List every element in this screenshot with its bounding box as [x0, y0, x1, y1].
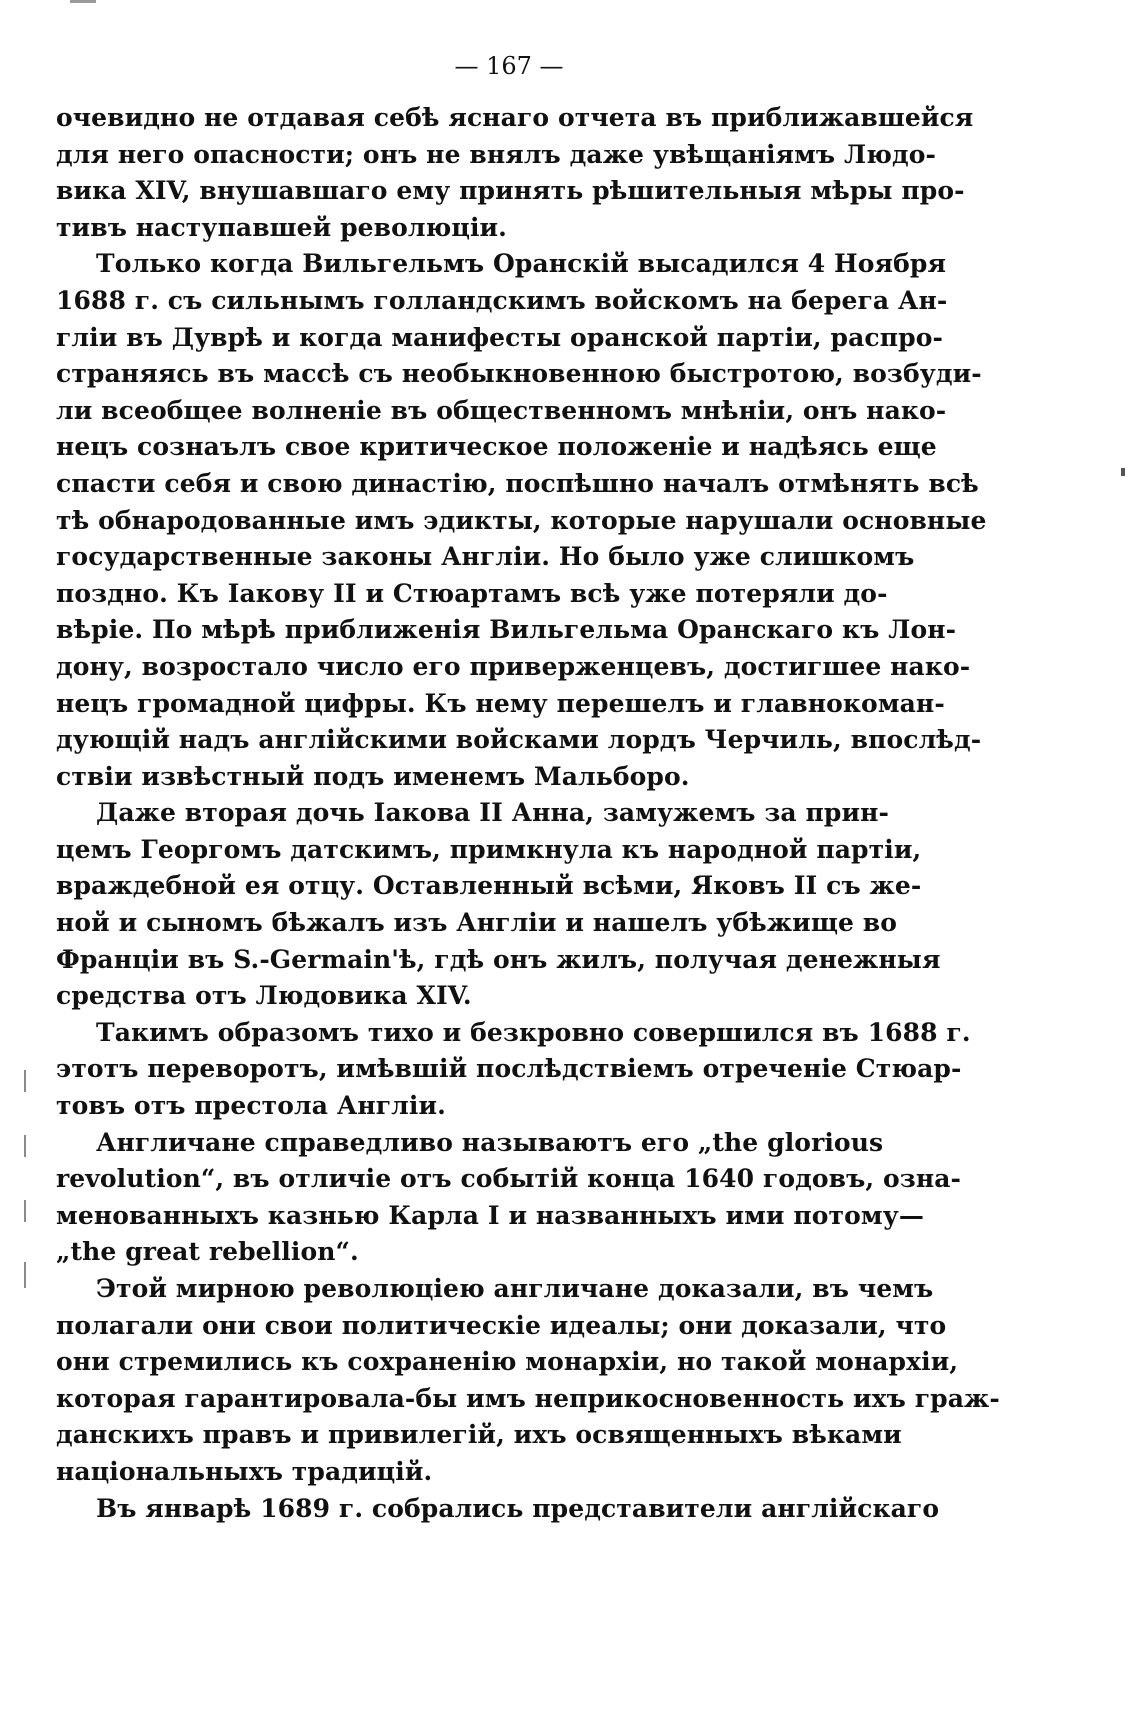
- text-line: очевидно не отдавая себѣ яснаго отчета въ приближавшейся: [56, 103, 974, 132]
- text-line: они стремились къ сохраненію монархіи, но такой монархіи,: [56, 1347, 959, 1377]
- text-line: менованныхъ казнью Карла I и названныхъ ими потому—: [56, 1200, 924, 1230]
- text-line: страняясь въ массѣ съ необыкновенною быстротою, возбуди-: [56, 359, 982, 389]
- margin-mark: [24, 1070, 26, 1092]
- text-line: поздно. Къ Іакову II и Стюартамъ всѣ уже потеряли до-: [56, 578, 888, 608]
- margin-mark: [24, 1135, 26, 1157]
- text-line: полагали они свои политическіе идеалы; они доказали, что: [56, 1310, 947, 1340]
- text-line: нецъ громадной цифры. Къ нему перешелъ и главнокоман-: [56, 688, 945, 718]
- text-line: цемъ Георгомъ датскимъ, примкнула къ народной партіи,: [56, 834, 922, 864]
- text-line: спасти себя и свою династію, поспѣшно началъ отмѣнять всѣ: [56, 468, 979, 498]
- paragraph-2: [56, 246, 987, 795]
- text-line: Франціи въ S.-Germain'ѣ, гдѣ онъ жилъ, получая денежныя: [56, 944, 941, 974]
- text-line: тивъ наступавшей революціи.: [56, 212, 507, 242]
- text-line: дующій надъ англійскими войсками лордъ Черчиль, впослѣд-: [56, 725, 982, 755]
- text-line: для него опасности; онъ не внялъ даже увѣщаніямъ Людо-: [56, 139, 936, 169]
- text-line: вика XIV, внушавшаго ему принять рѣшительныя мѣры про-: [56, 176, 965, 206]
- text-line: товъ отъ престола Англіи.: [56, 1091, 446, 1121]
- text-line: Такимъ образомъ тихо и безкровно совершился въ 1688 г.: [96, 1017, 971, 1047]
- text-line: ной и сыномъ бѣжалъ изъ Англіи и нашелъ убѣжище во: [56, 908, 898, 938]
- paragraph-7: [56, 1491, 940, 1528]
- text-line: Англичане справедливо называютъ его „the glorious: [96, 1127, 884, 1157]
- text-line: средства отъ Людовика XIV.: [56, 981, 472, 1011]
- scan-speck: [1121, 468, 1125, 476]
- text-line: нецъ сознаълъ свое критическое положеніе и надѣясь еще: [56, 432, 937, 462]
- paragraph-3: [56, 795, 941, 1015]
- body-text: [56, 100, 1000, 1527]
- page-number: — 167 —: [454, 52, 564, 80]
- text-line: ли всеобщее волненіе въ общественномъ мнѣніи, онъ нако-: [56, 395, 947, 425]
- text-line: дону, возростало число его приверженцевъ, достигшее нако-: [56, 651, 971, 681]
- text-line: 1688 г. съ сильнымъ голландскимъ войскомъ на берега Ан-: [56, 285, 948, 315]
- text-line: Даже вторая дочь Іакова II Анна, замужемъ за прин-: [96, 798, 890, 828]
- margin-mark: [24, 1262, 26, 1288]
- text-line: враждебной ея отцу. Оставленный всѣми, Яковъ II съ же-: [56, 871, 922, 901]
- margin-mark: [24, 1200, 26, 1222]
- text-line: Этой мирною революціею англичане доказали, въ чемъ: [96, 1274, 934, 1303]
- paragraph-6: [56, 1271, 1000, 1491]
- text-line: revolution“, въ отличіе отъ событій конца 1640 годовъ, озна-: [56, 1164, 962, 1194]
- text-line: данскихъ правъ и привилегій, ихъ освященныхъ вѣками: [56, 1420, 902, 1450]
- text-line: тѣ обнародованные имъ эдикты, которые нарушали основные: [56, 505, 987, 535]
- text-line: „the great rebellion“.: [56, 1237, 359, 1267]
- paragraph-4: [56, 1015, 971, 1125]
- paragraph-5: [56, 1125, 962, 1271]
- text-line: ствіи извѣстный подъ именемъ Мальборо.: [56, 761, 690, 791]
- text-line: которая гарантировала-бы имъ неприкосновенность ихъ граж-: [56, 1383, 1000, 1413]
- text-line: этотъ переворотъ, имѣвшій послѣдствіемъ отреченіе Стюар-: [56, 1054, 962, 1084]
- text-line: Только когда Вильгельмъ Оранскій высадился 4 Ноября: [96, 249, 947, 279]
- text-line: гліи въ Дуврѣ и когда манифесты оранской партіи, распро-: [56, 322, 943, 352]
- text-line: національныхъ традицій.: [56, 1456, 433, 1486]
- text-line: вѣріе. По мѣрѣ приближенія Вильгельма Оранскаго къ Лон-: [56, 615, 957, 645]
- paragraph-1: [56, 100, 974, 246]
- text-line: государственные законы Англіи. Но было уже слишкомъ: [56, 542, 915, 572]
- scan-edge-mark: [70, 0, 96, 3]
- text-line: Въ январѣ 1689 г. собрались представители англійскаго: [96, 1493, 940, 1523]
